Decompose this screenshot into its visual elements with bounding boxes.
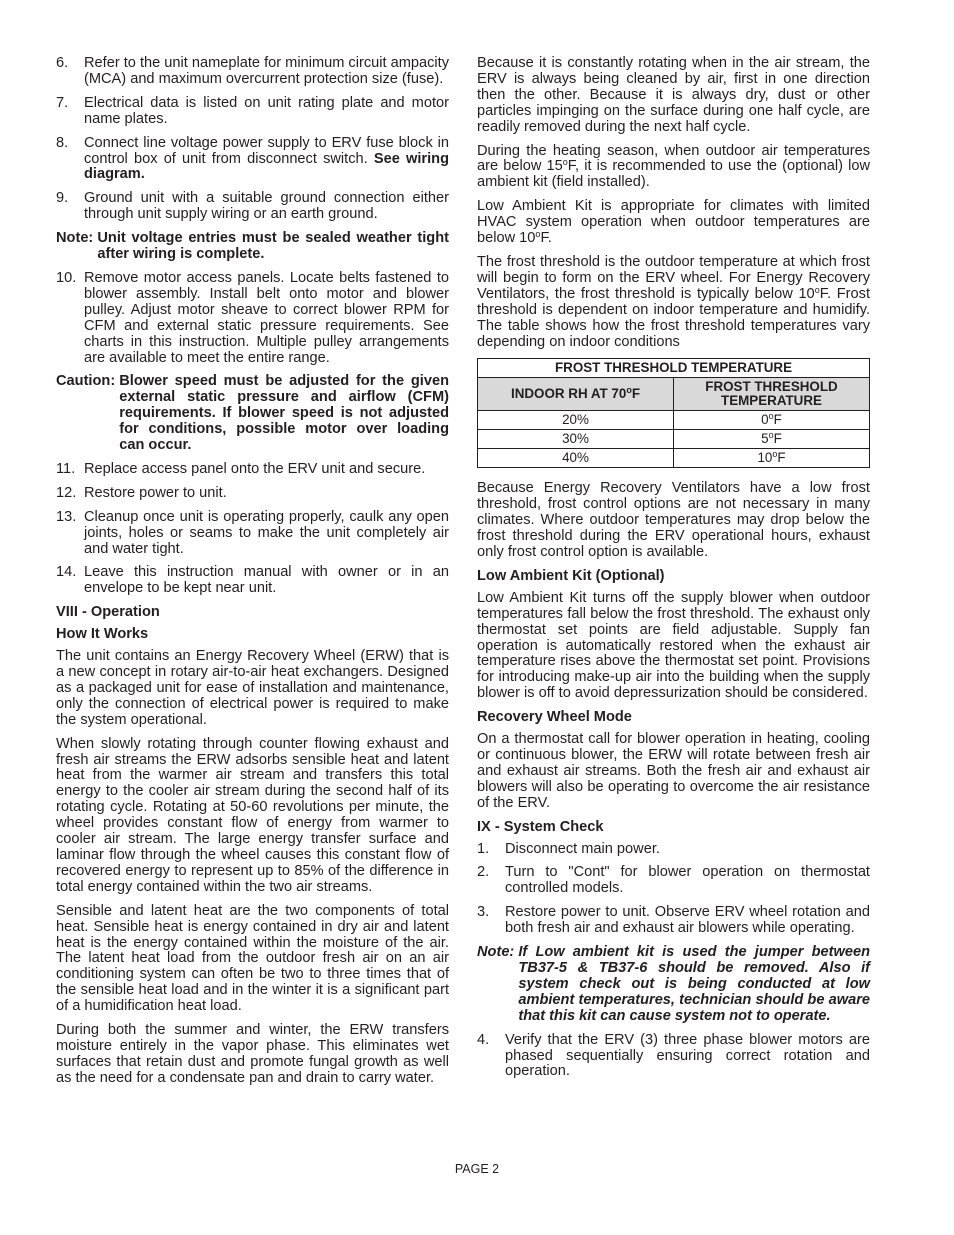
paragraph: During the heating season, when outdoor air temperatures are below 15$^o$F, it is recommended to use the (optional) low ambient kit (field installed). bbox=[477, 142, 870, 191]
paragraph: On a thermostat call for blower operation in heating, cooling or continuous blower, the ERW will rotate between fresh air and exhaust air streams. Both the fresh air and exhaust air blowers will also be operating to overcome the air resistance of the ERV. bbox=[477, 731, 870, 811]
voltage-note: Note: Unit voltage entries must be sealed weather tight after wiring is complete. bbox=[56, 230, 449, 263]
paragraph: During both the summer and winter, the ERW transfers moisture entirely in the vapor phase. This eliminates wet surfaces that retain dust and promote fungal growth as well as the need for a condensate pan and drain to carry water. bbox=[56, 1022, 449, 1086]
table-row: 30% 5$^o$F bbox=[478, 430, 870, 449]
wiring-diagram-ref: See wiring diagram. bbox=[84, 150, 449, 183]
list-item-13: 13. Cleanup once unit is operating properly, caulk any open joints, holes or seams to make the unit completely air and water tight. bbox=[56, 508, 449, 557]
check-item-2: 2. Turn to "Cont" for blower operation on thermostat controlled models. bbox=[477, 864, 870, 897]
right-column bbox=[477, 56, 870, 1088]
check-item-4: 4. Verify that the ERV (3) three phase blower motors are phased sequentially ensuring correct rotation and operation. bbox=[477, 1031, 870, 1080]
paragraph: Because it is constantly rotating when in the air stream, the ERV is always being cleaned by air, first in one direction then the other. Because it is always dry, dust or other particles impinging on the surface during one half cycle, are readily removed during the next half cycle. bbox=[477, 55, 870, 135]
subheading-how-it-works: How It Works bbox=[56, 626, 149, 643]
paragraph: Low Ambient Kit is appropriate for climates with limited HVAC system operation when outdoor temperatures are below 10$^o$F. bbox=[477, 198, 870, 247]
list-item-12: 12. Restore power to unit. bbox=[56, 484, 227, 501]
page-number: PAGE 2 bbox=[454, 1162, 500, 1176]
list-item-7: 7. Electrical data is listed on unit rating plate and motor name plates. bbox=[56, 94, 449, 127]
table-row: 40% 10$^o$F bbox=[478, 449, 870, 468]
check-item-3: 3. Restore power to unit. Observe ERV wheel rotation and both fresh air and exhaust air blowers while operating. bbox=[477, 904, 870, 937]
paragraph: Because Energy Recovery Ventilators have a low frost threshold, frost control options are not necessary in many climates. Where outdoor temperatures may drop below the frost threshold during the ERV operational hours, exhaust only frost control option is available. bbox=[477, 480, 870, 561]
list-item-9: 9. Ground unit with a suitable ground connection either through unit supply wiring or an earth ground. bbox=[56, 190, 449, 223]
subheading-recovery-wheel-mode: Recovery Wheel Mode bbox=[477, 709, 632, 726]
column-header-indoor-rh: INDOOR RH AT 70$^o$F bbox=[478, 378, 674, 411]
section-heading-operation: VIII - Operation bbox=[56, 604, 160, 621]
paragraph: The unit contains an Energy Recovery Wheel (ERW) that is a new concept in rotary air-to-air heat exchangers. Designed as a packaged unit for ease of installation and maintenance, only the connection of electrical power is required to make the system operational. bbox=[56, 648, 449, 728]
column-header-frost-threshold: FROST THRESHOLD TEMPERATURE bbox=[674, 378, 870, 411]
paragraph: When slowly rotating through counter flowing exhaust and fresh air streams the ERW adsorbs sensible heat and latent heat from the warmer air stream and transfers this total energy to the cooler air stream during the second half of its rotating cycle. Rotating at 50-60 revolutions per minute, the wheel provides constant flow of energy from warmer to cooler air stream. The large energy transfer surface and laminar flow through the wheel causes this constant flow of recovered energy to represent up to 85% of the difference in total energy contained within the two air streams. bbox=[56, 735, 449, 895]
left-column bbox=[56, 56, 449, 1095]
table-title: FROST THRESHOLD TEMPERATURE bbox=[478, 359, 870, 378]
list-item-6: 6. Refer to the unit nameplate for minimum circuit ampacity (MCA) and maximum overcurrent protection size (fuse). bbox=[56, 55, 449, 87]
low-ambient-note: Note: If Low ambient kit is used the jumper between TB37-5 & TB37-6 should be removed. Also if system check out is being conducted at low ambient temperatures, technician should be aware that this kit can cause system not to operate. bbox=[477, 944, 870, 1024]
paragraph: The frost threshold is the outdoor temperature at which frost will begin to form on the ERV wheel. For Energy Recovery Ventilators, the frost threshold is typically below 10$^o$F. Frost threshold is dependent on indoor temperature and humidify. The table shows how the frost threshold temperatures vary depending on indoor conditions bbox=[477, 253, 871, 350]
table-row: 20% 0$^o$F bbox=[478, 411, 870, 430]
frost-threshold-table bbox=[477, 358, 870, 468]
check-item-1: 1. Disconnect main power. bbox=[477, 840, 660, 857]
subheading-low-ambient-kit: Low Ambient Kit (Optional) bbox=[477, 567, 665, 584]
paragraph: Sensible and latent heat are the two components of total heat. Sensible heat is energy contained in dry air and latent heat is the energy contained within the moisture of the air. The latent heat load from the outdoor fresh air on an air conditioning system can often be two to three times that of the sensible heat load and in the winter it is a significant part of a humidification heat load. bbox=[56, 902, 449, 1015]
list-item-8: 8. Connect line voltage power supply to ERV fuse block in control box of unit from disconnect switch. See wiring diagram. bbox=[56, 134, 449, 183]
list-item-10: 10. Remove motor access panels. Locate belts fastened to blower assembly. Install belt onto motor and blower pulley. Adjust motor sheave to correct blower RPM for CFM and external static pressure requirements. See charts in this instruction. Multiple pulley arrangements are available to meet the entire range. bbox=[56, 269, 449, 366]
section-heading-system-check: IX - System Check bbox=[477, 818, 604, 835]
blower-caution: Caution: Blower speed must be adjusted for the given external static pressure and airflow (CFM) requirements. If blower speed is not adjusted for conditions, possible motor over loading can occur. bbox=[56, 373, 449, 454]
paragraph: Low Ambient Kit turns off the supply blower when outdoor temperatures fall below the frost threshold. The exhaust only thermostat set points are field adjustable. Supply fan operation is automatically restored when the exhaust air temperature rises above the thermostat set point. Provisions for introducing make-up air into the building when the supply blower is off to avoid depressurization should be considered. bbox=[477, 589, 870, 702]
list-item-14: 14. Leave this instruction manual with owner or in an envelope to be kept near unit. bbox=[56, 564, 449, 597]
list-item-11: 11. Replace access panel onto the ERV unit and secure. bbox=[56, 460, 426, 477]
